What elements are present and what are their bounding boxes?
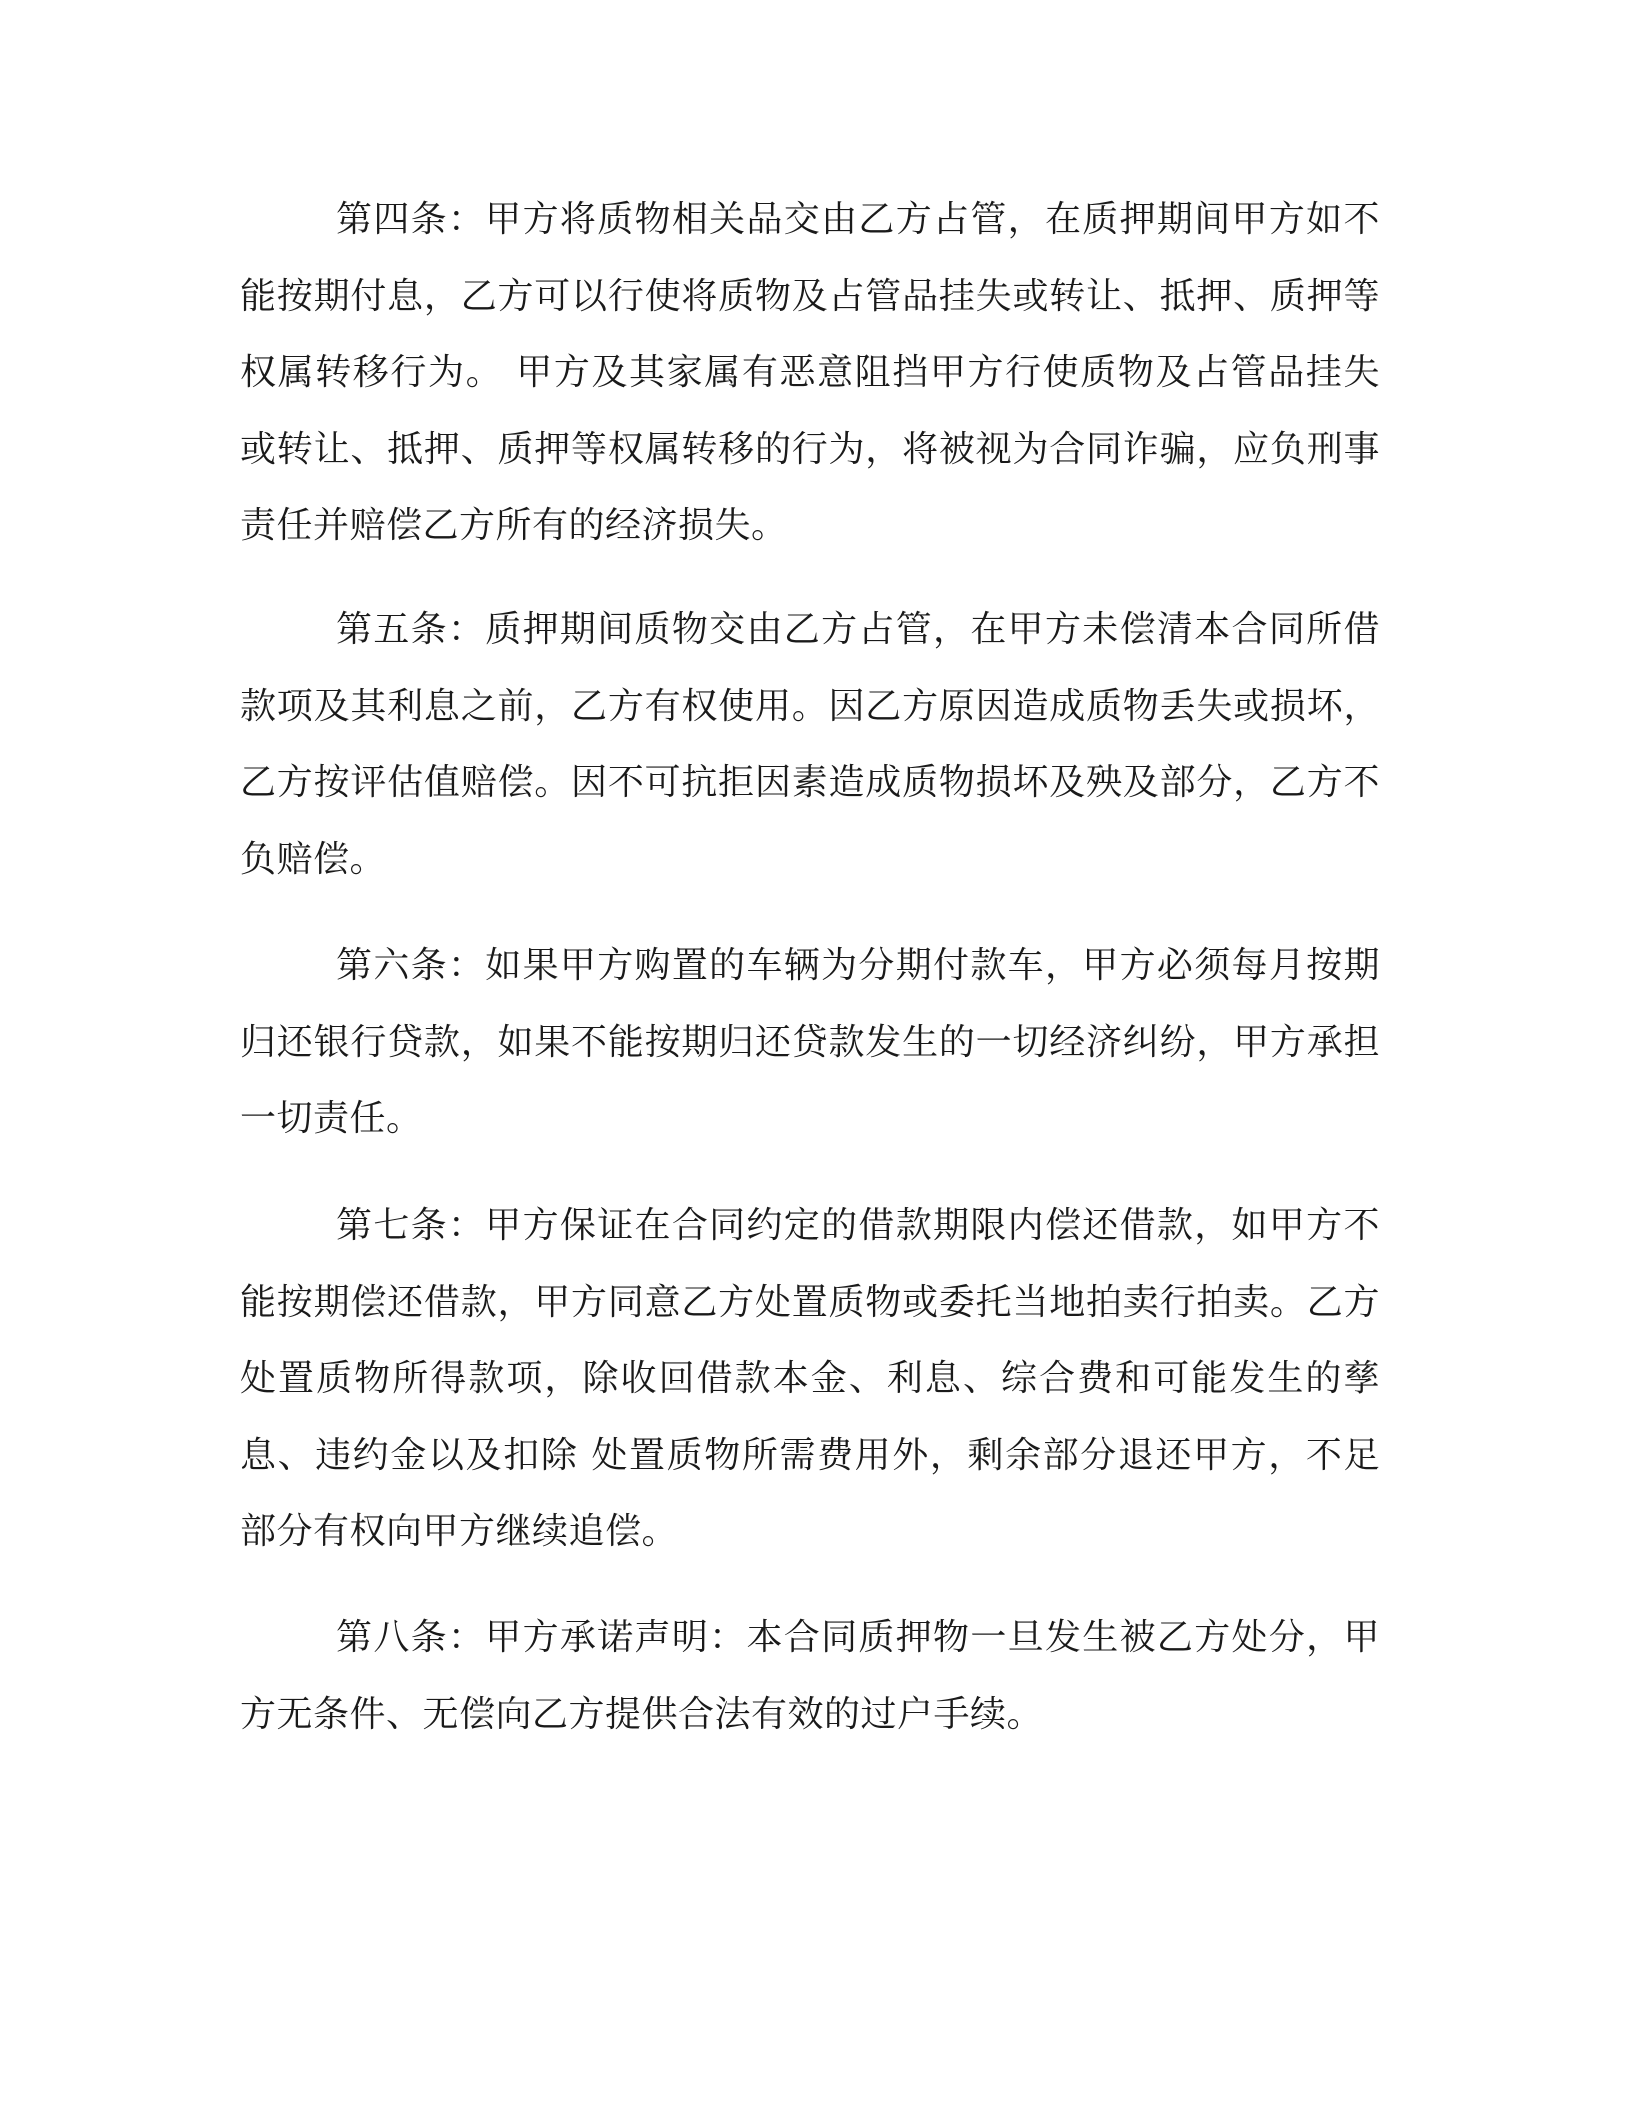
article-6-paragraph: 第六条：如果甲方购置的车辆为分期付款车，甲方必须每月按期归还银行贷款，如果不能按期归还贷款发生的一切经济纠纷，甲方承担一切责任。 <box>240 945 1380 1139</box>
article-5-paragraph: 第五条：质押期间质物交由乙方占管，在甲方未偿清本合同所借款项及其利息之前，乙方有权使用。因乙方原因造成质物丢失或损坏，乙方按评估值赔偿。因不可抗拒因素造成质物损坏及殃及部分，乙方不负赔偿。 <box>240 609 1380 880</box>
article-8-paragraph: 第八条：甲方承诺声明：本合同质押物一旦发生被乙方处分，甲方无条件、无偿向乙方提供合法有效的过户手续。 <box>240 1617 1380 1735</box>
article-4-paragraph: 第四条：甲方将质物相关品交由乙方占管，在质押期间甲方如不能按期付息，乙方可以行使将质物及占管品挂失或转让、抵押、质押等权属转移行为。 甲方及其家属有恶意阻挡甲方行使质物及占管品挂失或转让、抵押、质押等权属转移的行为，将被视为合同诈骗，应负刑事责任并赔偿乙方所有的经济损失。 <box>240 199 1380 546</box>
article-7-paragraph: 第七条：甲方保证在合同约定的借款期限内偿还借款，如甲方不能按期偿还借款，甲方同意乙方处置质物或委托当地拍卖行拍卖。乙方处置质物所得款项，除收回借款本金、利息、综合费和可能发生的孳息、违约金以及扣除 处置质物所需费用外，剩余部分退还甲方，不足部分有权向甲方继续追偿。 <box>240 1205 1380 1552</box>
